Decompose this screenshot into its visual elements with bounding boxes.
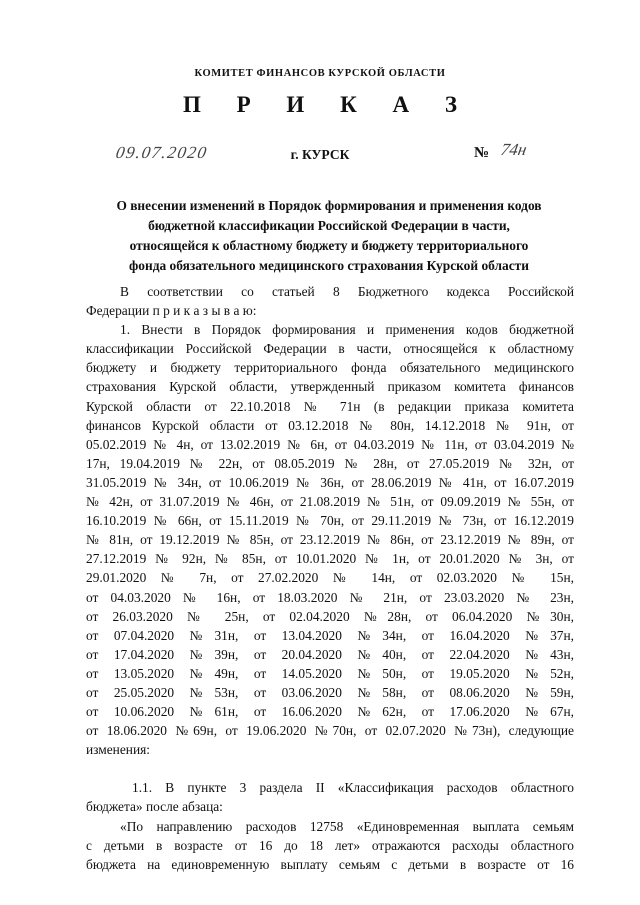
body-line: от 10.06.2020 №61н, от 16.06.2020 №62н, от 17.06.2020 №67н,	[86, 704, 574, 720]
body-line: 1.1. В пункте 3 раздела II «Классификация расходов областного	[132, 780, 574, 796]
body-line: № 42н, от 31.07.2019 № 46н, от 21.08.2019 № 51н, от 09.09.2019 № 55н, от	[86, 494, 574, 510]
paragraph-gap	[86, 759, 574, 778]
body-line: 1. Внести в Порядок формирования и применения кодов бюджетной	[120, 322, 574, 338]
document-title: П Р И К А З	[182, 92, 472, 117]
body-line: от 25.05.2020 №53н, от 03.06.2020 №58н, от 08.06.2020 №59н,	[86, 684, 574, 700]
body-line: 17н, 19.04.2019 № 22н, от 08.05.2019 № 28н, от 27.05.2019 № 32н, от	[86, 455, 574, 471]
body-line: от 26.03.2020 № 25н, от 02.04.2020 №28н, от 06.04.2020 №30н,	[86, 608, 574, 624]
body-line: от 17.04.2020 №39н, от 20.04.2020 №40н, от 22.04.2020 №43н,	[86, 646, 574, 662]
body-line: Федерации п р и к а з ы в а ю:	[86, 303, 257, 319]
organization-name: КОМИТЕТ ФИНАНСОВ КУРСКОЙ ОБЛАСТИ	[194, 68, 446, 79]
body-line: от 13.05.2020 №49н, от 14.05.2020 №50н, от 19.05.2020 №52н,	[86, 665, 574, 681]
body-line: В соответствии со статьей 8 Бюджетного кодекса Российской	[120, 284, 574, 299]
body-line: бюджета на единовременную выплату семьям с детьми в возрасте от 16	[86, 856, 574, 872]
body-line: «По направлению расходов 12758 «Единовременная выплата семьям	[120, 818, 574, 834]
heading-line: относящейся к областному бюджету и бюджету территориального	[129, 238, 529, 253]
body-line: 05.02.2019 № 4н, от 13.02.2019 № 6н, от 04.03.2019 № 11н, от 03.04.2019 №	[86, 436, 574, 452]
body-line: Курской области от 22.10.2018 № 71н (в редакции приказа комитета	[86, 398, 574, 414]
body-line: 31.05.2019 № 34н, от 10.06.2019 № 36н, от 28.06.2019 № 41н, от 16.07.2019	[86, 474, 574, 490]
number-label: №	[474, 145, 490, 161]
heading-line: О внесении изменений в Порядок формирования и применения кодов	[116, 198, 542, 213]
heading-line: бюджетной классификации Российской Федерации в части,	[148, 218, 510, 233]
body-line: финансов Курской области от 03.12.2018 № 80н, 14.12.2018 № 91н, от	[86, 417, 574, 433]
body-line: 27.12.2019 № 92н, № 85н, от 10.01.2020 № 1н, от 20.01.2020 № 3н, от	[86, 551, 574, 567]
body-line: 29.01.2020 № 7н, от 27.02.2020 № 14н, от 02.03.2020 № 15н,	[86, 570, 574, 586]
body-line: бюджета» после абзаца:	[86, 799, 223, 815]
body-line: от 07.04.2020 №31н, от 13.04.2020 №34н, от 16.04.2020 №37н,	[86, 627, 574, 643]
body-line: изменения:	[86, 742, 151, 758]
city-name: г. КУРСК	[290, 147, 350, 162]
body-line: от 18.06.2020 №69н, от 19.06.2020 №70н, от 02.07.2020 №73н), следующие	[86, 723, 574, 739]
handwritten-number: 74н	[499, 140, 529, 159]
body-line: с детьми в возрасте от 16 до 18 лет» отражаются расходы областного	[86, 837, 574, 853]
body-line: № 81н, от 19.12.2019 № 85н, от 23.12.2019 № 86н, от 23.12.2019 № 89н, от	[86, 532, 574, 548]
heading-line: фонда обязательного медицинского страхования Курской области	[129, 258, 529, 273]
body-line: 16.10.2019 № 66н, от 15.11.2019 № 70н, от 29.11.2019 № 73н, от 16.12.2019	[86, 513, 574, 529]
order-heading	[72, 196, 586, 276]
handwritten-date: 09.07.2020	[114, 143, 210, 162]
body-line: от 04.03.2020 № 16н, от 18.03.2020 № 21н, от 23.03.2020 № 23н,	[86, 589, 574, 605]
body-line: бюджету и бюджету территориального фонда обязательного медицинского	[86, 360, 574, 376]
body-line: классификации Российской Федерации в части, относящейся к областному	[86, 341, 574, 357]
body-line: страхования Курской области, утвержденный приказом комитета финансов	[86, 379, 574, 395]
order-body	[86, 282, 574, 874]
